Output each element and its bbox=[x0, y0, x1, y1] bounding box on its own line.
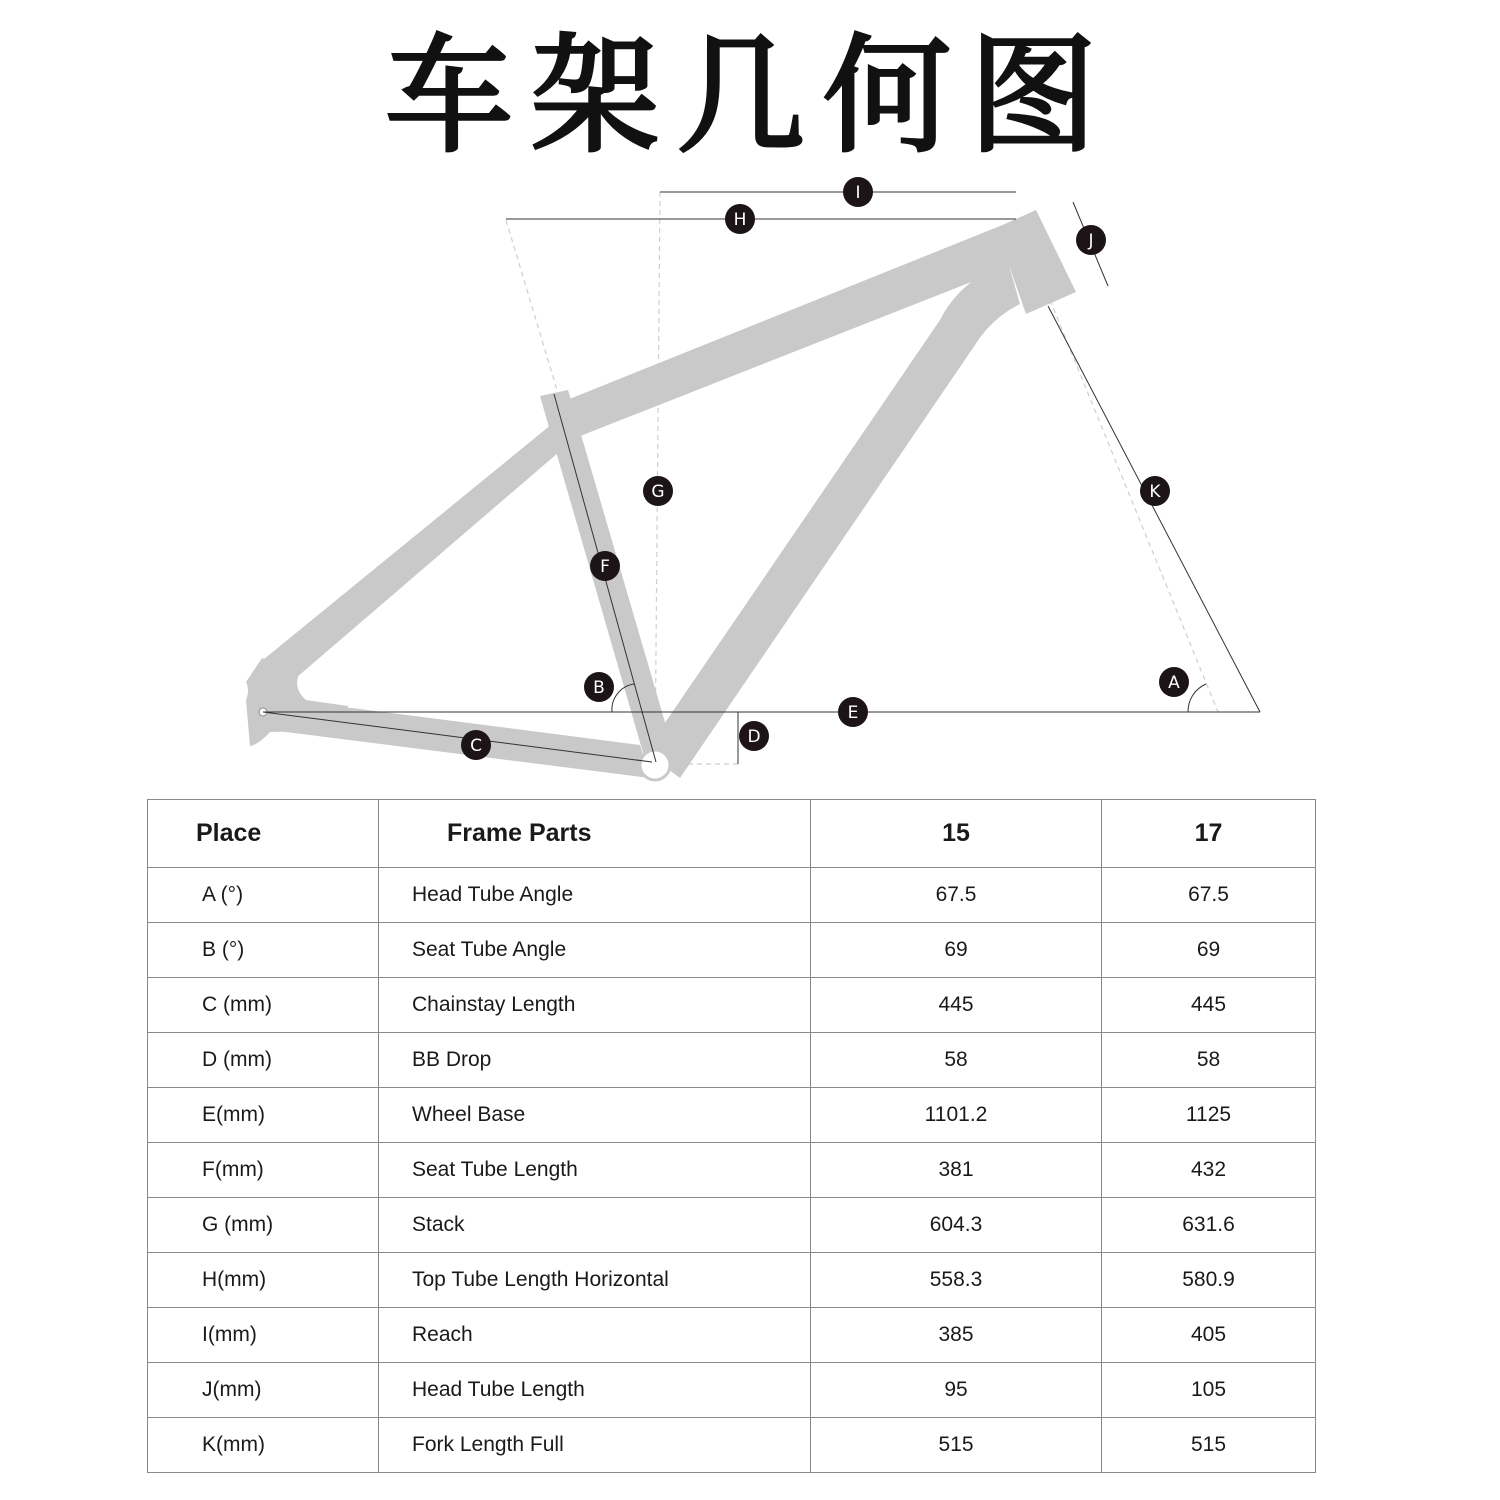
header-size-15: 15 bbox=[811, 800, 1102, 868]
cell-size-17: 515 bbox=[1102, 1418, 1316, 1473]
header-frame-parts: Frame Parts bbox=[379, 800, 811, 868]
svg-text:B: B bbox=[593, 678, 605, 698]
badge-J bbox=[1076, 225, 1106, 255]
seat-stay bbox=[258, 424, 566, 690]
cell-size-15: 1101.2 bbox=[811, 1088, 1102, 1143]
head-angle-arc bbox=[1188, 684, 1206, 712]
cell-size-17: 58 bbox=[1102, 1033, 1316, 1088]
svg-text:C: C bbox=[470, 736, 482, 756]
page-title: 车架几何图 bbox=[384, 22, 1115, 171]
cell-part: Top Tube Length Horizontal bbox=[379, 1253, 811, 1308]
table-row bbox=[148, 1033, 1316, 1088]
cell-part: Seat Tube Length bbox=[379, 1143, 811, 1198]
cell-place: H(mm) bbox=[148, 1253, 379, 1308]
cell-size-15: 95 bbox=[811, 1363, 1102, 1418]
svg-text:J: J bbox=[1088, 231, 1094, 251]
cell-size-15: 58 bbox=[811, 1033, 1102, 1088]
cell-place: F(mm) bbox=[148, 1143, 379, 1198]
frame-geometry-diagram bbox=[0, 170, 1500, 795]
table-row bbox=[148, 1143, 1316, 1198]
svg-text:H: H bbox=[733, 210, 747, 230]
cell-part: Head Tube Length bbox=[379, 1363, 811, 1418]
cell-place: A (°) bbox=[148, 868, 379, 923]
cell-place: I(mm) bbox=[148, 1308, 379, 1363]
table-row bbox=[148, 1198, 1316, 1253]
badge-F bbox=[590, 551, 620, 581]
table-row bbox=[148, 1363, 1316, 1418]
cell-place: E(mm) bbox=[148, 1088, 379, 1143]
cell-size-17: 67.5 bbox=[1102, 868, 1316, 923]
svg-text:I: I bbox=[855, 183, 861, 203]
table-row bbox=[148, 868, 1316, 923]
cell-size-15: 67.5 bbox=[811, 868, 1102, 923]
cell-size-15: 69 bbox=[811, 923, 1102, 978]
badge-G bbox=[643, 476, 673, 506]
measurement-lines bbox=[263, 192, 1260, 764]
cell-part: Chainstay Length bbox=[379, 978, 811, 1033]
cell-place: B (°) bbox=[148, 923, 379, 978]
cell-size-15: 604.3 bbox=[811, 1198, 1102, 1253]
table-row bbox=[148, 1088, 1316, 1143]
fork-length-line bbox=[1048, 306, 1260, 712]
badge-C bbox=[461, 730, 491, 760]
cell-size-15: 381 bbox=[811, 1143, 1102, 1198]
cell-part: BB Drop bbox=[379, 1033, 811, 1088]
svg-text:G: G bbox=[651, 482, 665, 502]
cell-place: K(mm) bbox=[148, 1418, 379, 1473]
badge-I bbox=[843, 177, 873, 207]
table-row bbox=[148, 1418, 1316, 1473]
svg-text:D: D bbox=[747, 727, 761, 747]
badge-K bbox=[1140, 476, 1170, 506]
cell-size-15: 445 bbox=[811, 978, 1102, 1033]
cell-place: D (mm) bbox=[148, 1033, 379, 1088]
cell-part: Reach bbox=[379, 1308, 811, 1363]
badge-B bbox=[584, 672, 614, 702]
cell-place: J(mm) bbox=[148, 1363, 379, 1418]
cell-size-17: 1125 bbox=[1102, 1088, 1316, 1143]
svg-text:K: K bbox=[1149, 482, 1161, 502]
cell-part: Stack bbox=[379, 1198, 811, 1253]
svg-text:E: E bbox=[847, 703, 859, 723]
badge-H bbox=[725, 204, 755, 234]
header-place: Place bbox=[148, 800, 379, 868]
cell-size-17: 69 bbox=[1102, 923, 1316, 978]
svg-text:A: A bbox=[1168, 673, 1180, 693]
table-header-row bbox=[148, 800, 1316, 868]
cell-size-17: 445 bbox=[1102, 978, 1316, 1033]
cell-size-17: 631.6 bbox=[1102, 1198, 1316, 1253]
cell-size-17: 580.9 bbox=[1102, 1253, 1316, 1308]
table-row bbox=[148, 923, 1316, 978]
bottom-bracket bbox=[640, 750, 670, 780]
cell-place: C (mm) bbox=[148, 978, 379, 1033]
cell-place: G (mm) bbox=[148, 1198, 379, 1253]
cell-part: Wheel Base bbox=[379, 1088, 811, 1143]
table-row bbox=[148, 1253, 1316, 1308]
cell-size-17: 105 bbox=[1102, 1363, 1316, 1418]
badge-E bbox=[838, 697, 868, 727]
cell-part: Seat Tube Angle bbox=[379, 923, 811, 978]
svg-text:F: F bbox=[600, 557, 610, 577]
cell-size-15: 385 bbox=[811, 1308, 1102, 1363]
cell-size-15: 558.3 bbox=[811, 1253, 1102, 1308]
geometry-table bbox=[147, 799, 1316, 1473]
chainstay-length-line bbox=[263, 712, 652, 762]
cell-size-15: 515 bbox=[811, 1418, 1102, 1473]
table-row bbox=[148, 978, 1316, 1033]
table-row bbox=[148, 1308, 1316, 1363]
badge-D bbox=[739, 721, 769, 751]
header-size-17: 17 bbox=[1102, 800, 1316, 868]
cell-part: Head Tube Angle bbox=[379, 868, 811, 923]
badge-A bbox=[1159, 667, 1189, 697]
cell-size-17: 405 bbox=[1102, 1308, 1316, 1363]
cell-part: Fork Length Full bbox=[379, 1418, 811, 1473]
down-tube bbox=[645, 262, 1020, 778]
cell-size-17: 432 bbox=[1102, 1143, 1316, 1198]
